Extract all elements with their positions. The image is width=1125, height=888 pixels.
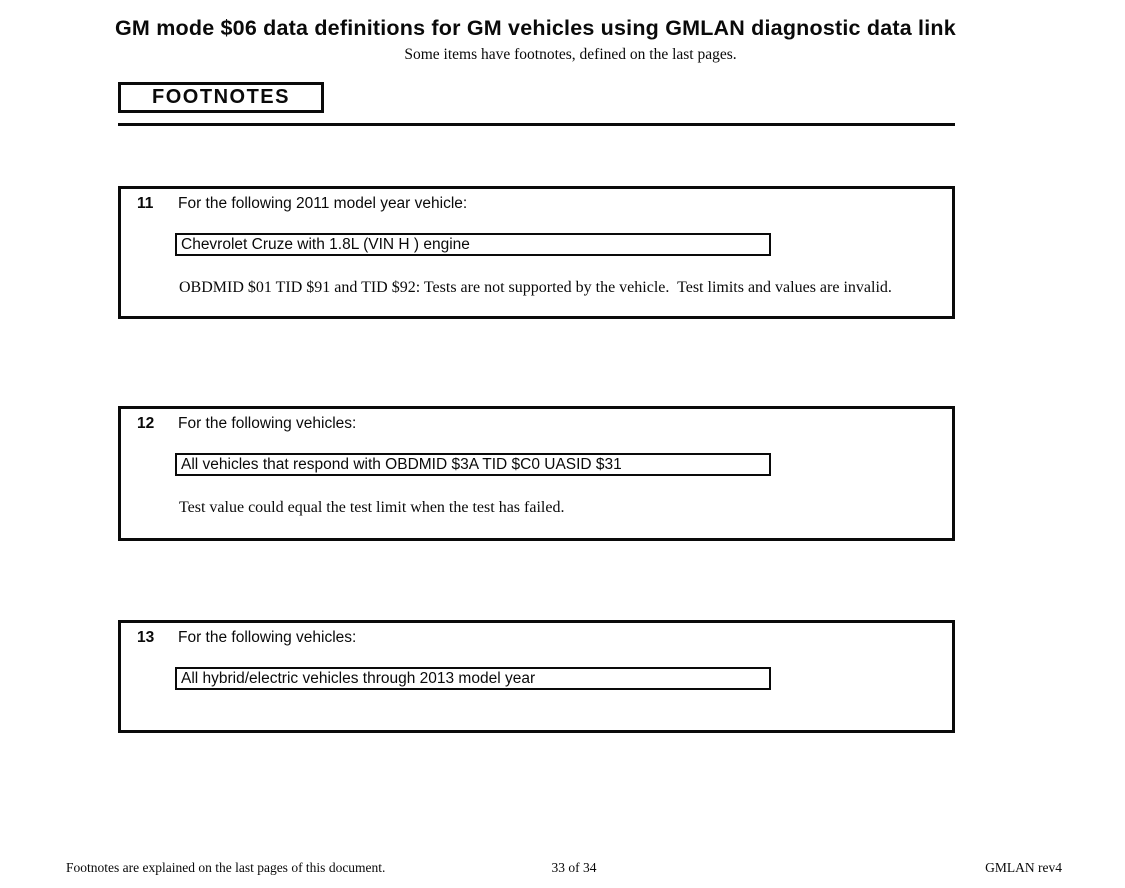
- vehicle-box: All vehicles that respond with OBDMID $3A TID $C0 UASID $31: [175, 453, 771, 476]
- footnote-label: For the following vehicles:: [178, 415, 357, 432]
- footnote-number: 12: [137, 415, 155, 432]
- footnote-description: Test value could equal the test limit when the test has failed.: [179, 499, 565, 516]
- footnote-label: For the following 2011 model year vehicle:: [178, 195, 468, 212]
- vehicle-box: Chevrolet Cruze with 1.8L (VIN H ) engine: [175, 233, 771, 256]
- vehicle-box: All hybrid/electric vehicles through 2013 model year: [175, 667, 771, 690]
- footer-page-number: 33 of 34: [551, 860, 597, 875]
- page-subtitle: Some items have footnotes, defined on the last pages.: [404, 46, 737, 63]
- footnote-number: 11: [137, 195, 154, 212]
- footnotes-heading: FOOTNOTES: [118, 82, 324, 113]
- footer-note: Footnotes are explained on the last pages of this document.: [66, 860, 386, 875]
- footnote-box-11: [118, 186, 955, 319]
- footnote-number: 13: [137, 629, 155, 646]
- footer-revision: GMLAN rev4: [985, 860, 1062, 875]
- horizontal-rule: [118, 123, 955, 126]
- footnote-label: For the following vehicles:: [178, 629, 357, 646]
- footnote-box-13: [118, 620, 955, 733]
- footnote-box-12: [118, 406, 955, 541]
- footnote-description: OBDMID $01 TID $91 and TID $92: Tests are not supported by the vehicle. Test limits and values are invalid.: [179, 279, 892, 296]
- page-title: GM mode $06 data definitions for GM vehicles using GMLAN diagnostic data link: [115, 16, 956, 40]
